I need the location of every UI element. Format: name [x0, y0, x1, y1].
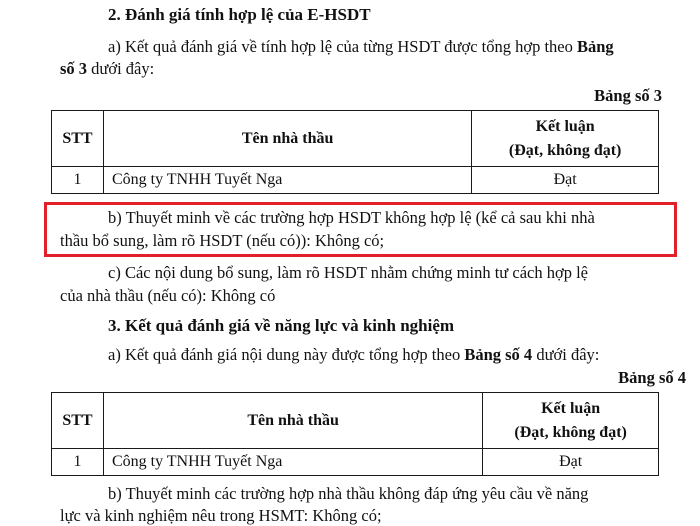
- section-2-para-a-line-1: [108, 37, 614, 57]
- table-4-cell-name: Công ty TNHH Tuyết Nga: [103, 449, 482, 476]
- table-3-header-result-line-2: (Đạt, không đạt): [508, 141, 622, 159]
- section-2-para-c-line-1: c) Các nội dung bổ sung, làm rõ HSDT nhằm chứng minh tư cách hợp lệ: [108, 263, 588, 282]
- table-row: [52, 449, 659, 476]
- table-4-header-row: [52, 393, 659, 449]
- table-row: [52, 167, 659, 194]
- section-3-heading: 3. Kết quả đánh giá về năng lực và kinh nghiệm: [108, 316, 455, 335]
- table-3-header-stt: STT: [52, 111, 104, 167]
- table-4-tag: Bảng số 4: [618, 368, 686, 387]
- table-3-cell-result: Đạt: [472, 167, 659, 194]
- table-4-header-result-line-1: Kết luận: [541, 399, 601, 417]
- table-3: [51, 110, 659, 194]
- section-2-para-b-line-1: b) Thuyết minh về các trường hợp HSDT không hợp lệ (kể cả sau khi nhà: [108, 208, 595, 227]
- section-2-para-a-bold: Bảng: [577, 37, 614, 56]
- table-3-header-result-line-1: Kết luận: [535, 117, 595, 135]
- table-4-header-stt: STT: [52, 393, 104, 449]
- section-3-para-a-suffix: dưới đây:: [532, 345, 600, 364]
- section-2-para-a-line-2: [60, 59, 154, 79]
- table-4-cell-stt: 1: [52, 449, 104, 476]
- section-2-para-c-line-2: của nhà thầu (nếu có): Không có: [60, 286, 276, 305]
- table-4-header-result-line-2: (Đạt, không đạt): [514, 423, 627, 441]
- section-2-para-b-line-2: thầu bổ sung, làm rõ HSDT (nếu có)): Không có;: [60, 231, 385, 250]
- section-3-para-a-text: a) Kết quả đánh giá nội dung này được tổng hợp theo: [108, 345, 465, 364]
- table-3-header-result: [472, 111, 659, 167]
- section-2-para-a-text: a) Kết quả đánh giá về tính hợp lệ của từng HSDT được tổng hợp theo: [108, 37, 577, 56]
- section-3-para-b-line-1: b) Thuyết minh các trường hợp nhà thầu không đáp ứng yêu cầu về năng: [108, 484, 589, 503]
- table-4-header-result: [483, 393, 659, 449]
- table-3-header-row: [52, 111, 659, 167]
- section-3-para-a: [108, 345, 599, 365]
- section-2-para-a-bold-2: số 3: [60, 59, 88, 78]
- table-3-cell-name: Công ty TNHH Tuyết Nga: [103, 167, 471, 194]
- table-4-cell-result: Đạt: [483, 449, 659, 476]
- table-4-header-name: Tên nhà thầu: [103, 393, 482, 449]
- table-3-header-name: Tên nhà thầu: [103, 111, 471, 167]
- section-2-para-a-suffix: dưới đây:: [87, 59, 155, 78]
- table-3-tag: Bảng số 3: [594, 86, 662, 105]
- table-3-cell-stt: 1: [52, 167, 104, 194]
- table-4: [51, 392, 659, 476]
- section-3-para-a-bold: Bảng số 4: [464, 345, 533, 364]
- section-2-heading: 2. Đánh giá tính hợp lệ của E-HSDT: [108, 5, 371, 24]
- section-3-para-b-line-2: lực và kinh nghiệm nêu trong HSMT: Không có;: [60, 506, 382, 525]
